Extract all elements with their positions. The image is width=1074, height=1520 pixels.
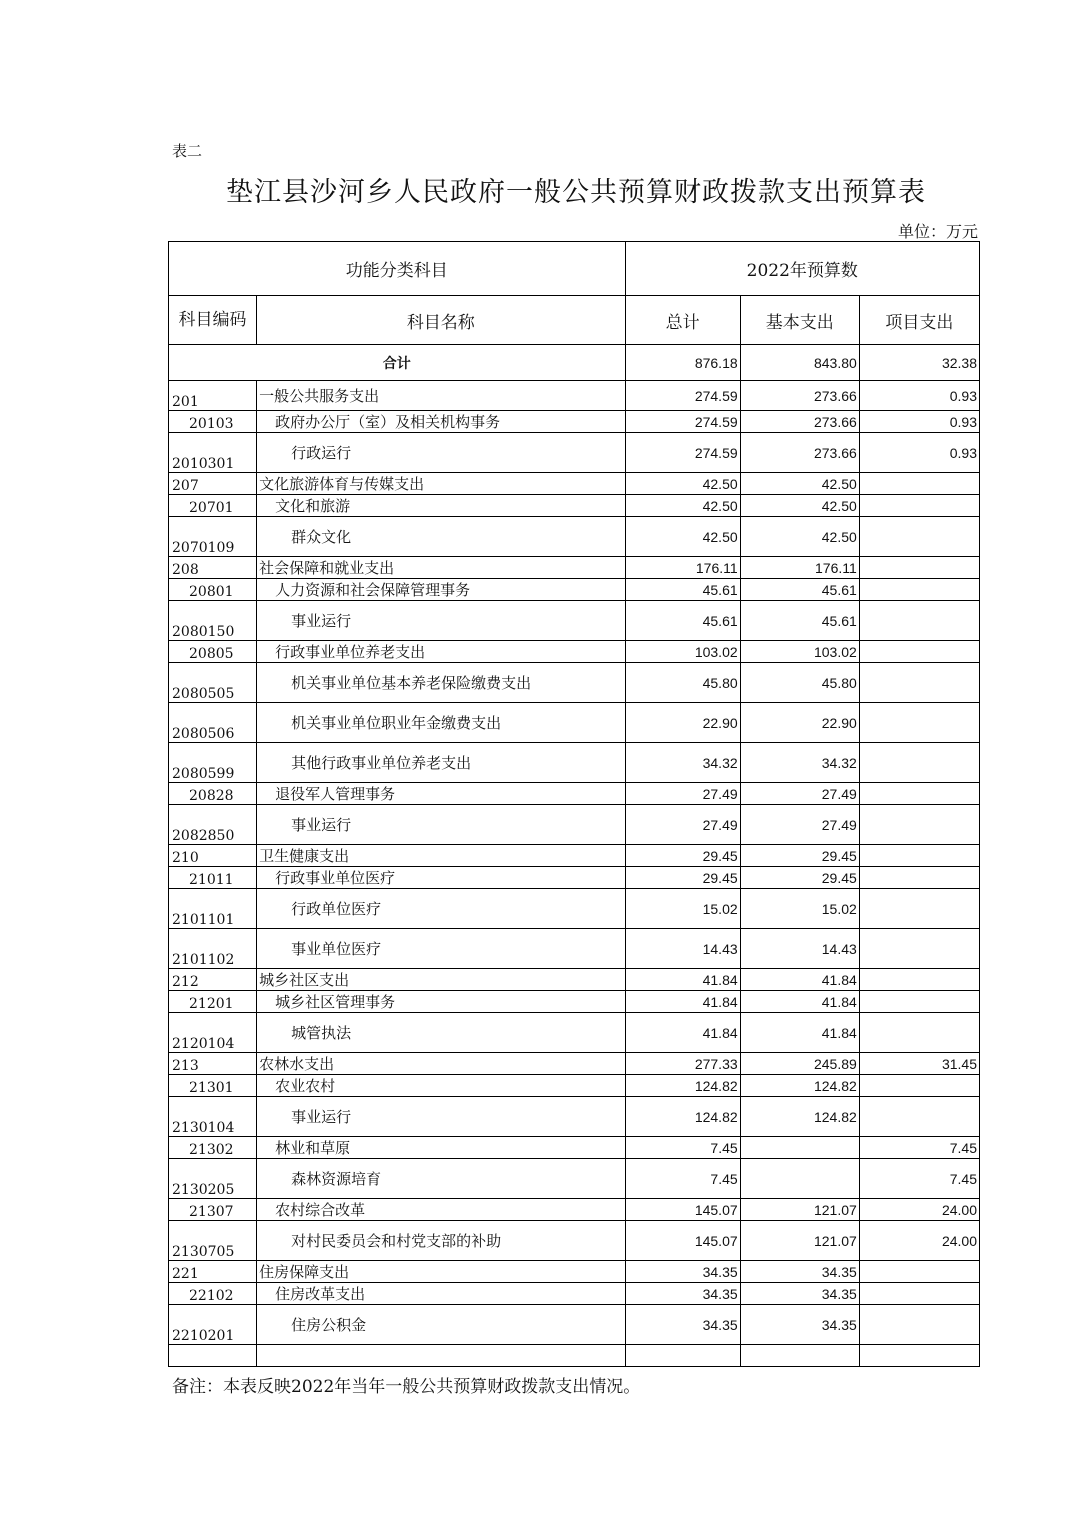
row-basic: 22.90 [740, 703, 859, 743]
row-total: 41.84 [625, 991, 740, 1013]
row-total: 145.07 [625, 1199, 740, 1221]
row-name: 其他行政事业单位养老支出 [257, 743, 625, 783]
row-project [859, 845, 979, 867]
name-header: 科目名称 [257, 296, 625, 345]
summary-project: 32.38 [859, 345, 979, 381]
table-row [169, 663, 980, 703]
table-row [169, 473, 980, 495]
table-row [169, 433, 980, 473]
empty-cell [740, 1345, 859, 1367]
summary-total: 876.18 [625, 345, 740, 381]
row-code: 21302 [169, 1137, 257, 1159]
row-project: 24.00 [859, 1199, 979, 1221]
row-project [859, 703, 979, 743]
budget-table [168, 241, 980, 1367]
row-code: 213 [169, 1053, 257, 1075]
row-name: 人力资源和社会保障管理事务 [257, 579, 625, 601]
summary-row [169, 345, 980, 381]
row-total: 45.61 [625, 579, 740, 601]
row-code: 21307 [169, 1199, 257, 1221]
row-code: 2120104 [169, 1013, 257, 1053]
row-name: 政府办公厅（室）及相关机构事务 [257, 411, 625, 433]
table-row [169, 557, 980, 579]
row-total: 176.11 [625, 557, 740, 579]
row-name: 事业运行 [257, 601, 625, 641]
row-basic: 124.82 [740, 1097, 859, 1137]
table-row [169, 517, 980, 557]
row-code: 22102 [169, 1283, 257, 1305]
row-project: 31.45 [859, 1053, 979, 1075]
row-total: 45.61 [625, 601, 740, 641]
row-total: 42.50 [625, 517, 740, 557]
row-code: 2080150 [169, 601, 257, 641]
row-name: 行政单位医疗 [257, 889, 625, 929]
row-basic: 41.84 [740, 1013, 859, 1053]
row-code: 2130205 [169, 1159, 257, 1199]
basic-header: 基本支出 [740, 296, 859, 345]
row-basic: 34.35 [740, 1305, 859, 1345]
row-code: 20805 [169, 641, 257, 663]
unit-label: 单位：万元 [897, 222, 978, 241]
row-project [859, 991, 979, 1013]
row-project [859, 1097, 979, 1137]
row-basic: 15.02 [740, 889, 859, 929]
row-code: 2082850 [169, 805, 257, 845]
table-row [169, 1261, 980, 1283]
table-row [169, 1221, 980, 1261]
row-name: 行政事业单位医疗 [257, 867, 625, 889]
row-code: 221 [169, 1261, 257, 1283]
row-basic: 27.49 [740, 805, 859, 845]
row-basic: 27.49 [740, 783, 859, 805]
row-name: 一般公共服务支出 [257, 381, 625, 411]
summary-basic: 843.80 [740, 345, 859, 381]
table-row [169, 381, 980, 411]
table-number-label: 表二 [172, 142, 203, 160]
row-basic: 45.80 [740, 663, 859, 703]
page-title: 垫江县沙河乡人民政府一般公共预算财政拨款支出预算表 [226, 177, 926, 208]
row-total: 274.59 [625, 411, 740, 433]
row-project [859, 601, 979, 641]
row-total: 42.50 [625, 473, 740, 495]
row-project [859, 641, 979, 663]
table-row [169, 991, 980, 1013]
row-project [859, 495, 979, 517]
row-code: 21201 [169, 991, 257, 1013]
total-header: 总计 [625, 296, 740, 345]
row-code: 2070109 [169, 517, 257, 557]
row-project: 7.45 [859, 1159, 979, 1199]
table-row [169, 1013, 980, 1053]
row-basic: 273.66 [740, 433, 859, 473]
row-total: 45.80 [625, 663, 740, 703]
table-row [169, 743, 980, 783]
row-total: 14.43 [625, 929, 740, 969]
row-code: 2080599 [169, 743, 257, 783]
row-total: 27.49 [625, 783, 740, 805]
row-basic: 121.07 [740, 1199, 859, 1221]
row-name: 住房改革支出 [257, 1283, 625, 1305]
budget-year-header: 2022年预算数 [625, 242, 979, 296]
table-row [169, 889, 980, 929]
row-name: 城乡社区支出 [257, 969, 625, 991]
row-total: 34.35 [625, 1261, 740, 1283]
row-code: 21301 [169, 1075, 257, 1097]
row-basic: 41.84 [740, 991, 859, 1013]
row-project [859, 1075, 979, 1097]
row-project [859, 1305, 979, 1345]
table-row [169, 929, 980, 969]
row-basic: 245.89 [740, 1053, 859, 1075]
empty-cell [859, 1345, 979, 1367]
row-basic: 273.66 [740, 381, 859, 411]
table-row [169, 1283, 980, 1305]
row-total: 34.35 [625, 1305, 740, 1345]
table-row [169, 601, 980, 641]
row-code: 2210201 [169, 1305, 257, 1345]
row-project [859, 1013, 979, 1053]
row-project [859, 557, 979, 579]
empty-cell [625, 1345, 740, 1367]
row-code: 20828 [169, 783, 257, 805]
row-basic: 121.07 [740, 1221, 859, 1261]
row-name: 文化旅游体育与传媒支出 [257, 473, 625, 495]
row-basic: 45.61 [740, 601, 859, 641]
table-row [169, 495, 980, 517]
row-project: 0.93 [859, 411, 979, 433]
row-total: 277.33 [625, 1053, 740, 1075]
row-total: 124.82 [625, 1075, 740, 1097]
row-name: 事业单位医疗 [257, 929, 625, 969]
row-basic: 14.43 [740, 929, 859, 969]
row-basic: 42.50 [740, 495, 859, 517]
table-row [169, 805, 980, 845]
row-name: 行政运行 [257, 433, 625, 473]
table-row [169, 703, 980, 743]
row-total: 29.45 [625, 867, 740, 889]
row-name: 城管执法 [257, 1013, 625, 1053]
row-basic: 273.66 [740, 411, 859, 433]
row-basic: 29.45 [740, 867, 859, 889]
row-basic: 29.45 [740, 845, 859, 867]
footnote: 备注：本表反映2022年当年一般公共预算财政拨款支出情况。 [172, 1377, 641, 1397]
row-project [859, 867, 979, 889]
table-row [169, 1097, 980, 1137]
row-code: 201 [169, 381, 257, 411]
row-name: 森林资源培育 [257, 1159, 625, 1199]
table-row [169, 1137, 980, 1159]
table-row [169, 783, 980, 805]
row-code: 2130104 [169, 1097, 257, 1137]
row-name: 林业和草原 [257, 1137, 625, 1159]
row-total: 124.82 [625, 1097, 740, 1137]
row-total: 7.45 [625, 1159, 740, 1199]
row-project [859, 663, 979, 703]
table-row [169, 1159, 980, 1199]
row-project [859, 783, 979, 805]
row-basic: 42.50 [740, 473, 859, 495]
row-name: 机关事业单位基本养老保险缴费支出 [257, 663, 625, 703]
table-row [169, 1053, 980, 1075]
row-name: 机关事业单位职业年金缴费支出 [257, 703, 625, 743]
row-name: 事业运行 [257, 805, 625, 845]
row-project [859, 1283, 979, 1305]
row-code: 2130705 [169, 1221, 257, 1261]
row-total: 103.02 [625, 641, 740, 663]
empty-cell [257, 1345, 625, 1367]
row-name: 住房公积金 [257, 1305, 625, 1345]
row-total: 145.07 [625, 1221, 740, 1261]
row-code: 208 [169, 557, 257, 579]
row-project [859, 743, 979, 783]
empty-row [169, 1345, 980, 1367]
row-project: 24.00 [859, 1221, 979, 1261]
row-name: 对村民委员会和村党支部的补助 [257, 1221, 625, 1261]
table-row [169, 969, 980, 991]
table-row [169, 579, 980, 601]
row-basic: 42.50 [740, 517, 859, 557]
row-basic [740, 1137, 859, 1159]
row-basic: 34.35 [740, 1261, 859, 1283]
row-name: 事业运行 [257, 1097, 625, 1137]
row-total: 34.32 [625, 743, 740, 783]
functional-class-header: 功能分类科目 [169, 242, 626, 296]
row-total: 274.59 [625, 381, 740, 411]
row-project: 0.93 [859, 433, 979, 473]
row-code: 20103 [169, 411, 257, 433]
row-project [859, 1261, 979, 1283]
summary-label: 合计 [169, 345, 626, 381]
row-total: 34.35 [625, 1283, 740, 1305]
row-code: 2101102 [169, 929, 257, 969]
row-project [859, 889, 979, 929]
row-basic: 124.82 [740, 1075, 859, 1097]
row-basic: 45.61 [740, 579, 859, 601]
row-code: 21011 [169, 867, 257, 889]
row-total: 29.45 [625, 845, 740, 867]
row-basic: 176.11 [740, 557, 859, 579]
row-name: 行政事业单位养老支出 [257, 641, 625, 663]
row-basic: 41.84 [740, 969, 859, 991]
row-code: 207 [169, 473, 257, 495]
row-project: 7.45 [859, 1137, 979, 1159]
row-code: 2080505 [169, 663, 257, 703]
code-header: 科目编码 [169, 296, 257, 345]
row-name: 住房保障支出 [257, 1261, 625, 1283]
row-project [859, 473, 979, 495]
row-project [859, 969, 979, 991]
row-total: 27.49 [625, 805, 740, 845]
row-total: 7.45 [625, 1137, 740, 1159]
row-code: 212 [169, 969, 257, 991]
project-header: 项目支出 [859, 296, 979, 345]
empty-cell [169, 1345, 257, 1367]
row-code: 2101101 [169, 889, 257, 929]
row-name: 卫生健康支出 [257, 845, 625, 867]
row-total: 42.50 [625, 495, 740, 517]
row-project [859, 805, 979, 845]
table-row [169, 1305, 980, 1345]
row-name: 农村综合改革 [257, 1199, 625, 1221]
table-row [169, 845, 980, 867]
row-project [859, 579, 979, 601]
row-total: 41.84 [625, 1013, 740, 1053]
row-name: 退役军人管理事务 [257, 783, 625, 805]
row-project [859, 517, 979, 557]
table-row [169, 641, 980, 663]
row-basic: 34.32 [740, 743, 859, 783]
row-code: 210 [169, 845, 257, 867]
row-basic: 34.35 [740, 1283, 859, 1305]
row-basic: 103.02 [740, 641, 859, 663]
table-row [169, 411, 980, 433]
row-total: 274.59 [625, 433, 740, 473]
row-name: 社会保障和就业支出 [257, 557, 625, 579]
row-total: 41.84 [625, 969, 740, 991]
row-name: 农林水支出 [257, 1053, 625, 1075]
row-project [859, 929, 979, 969]
table-row [169, 1199, 980, 1221]
row-name: 农业农村 [257, 1075, 625, 1097]
row-name: 城乡社区管理事务 [257, 991, 625, 1013]
table-row [169, 867, 980, 889]
row-total: 15.02 [625, 889, 740, 929]
row-code: 20701 [169, 495, 257, 517]
row-name: 文化和旅游 [257, 495, 625, 517]
row-code: 20801 [169, 579, 257, 601]
row-project: 0.93 [859, 381, 979, 411]
row-code: 2010301 [169, 433, 257, 473]
row-name: 群众文化 [257, 517, 625, 557]
table-row [169, 1075, 980, 1097]
row-code: 2080506 [169, 703, 257, 743]
row-total: 22.90 [625, 703, 740, 743]
row-basic [740, 1159, 859, 1199]
